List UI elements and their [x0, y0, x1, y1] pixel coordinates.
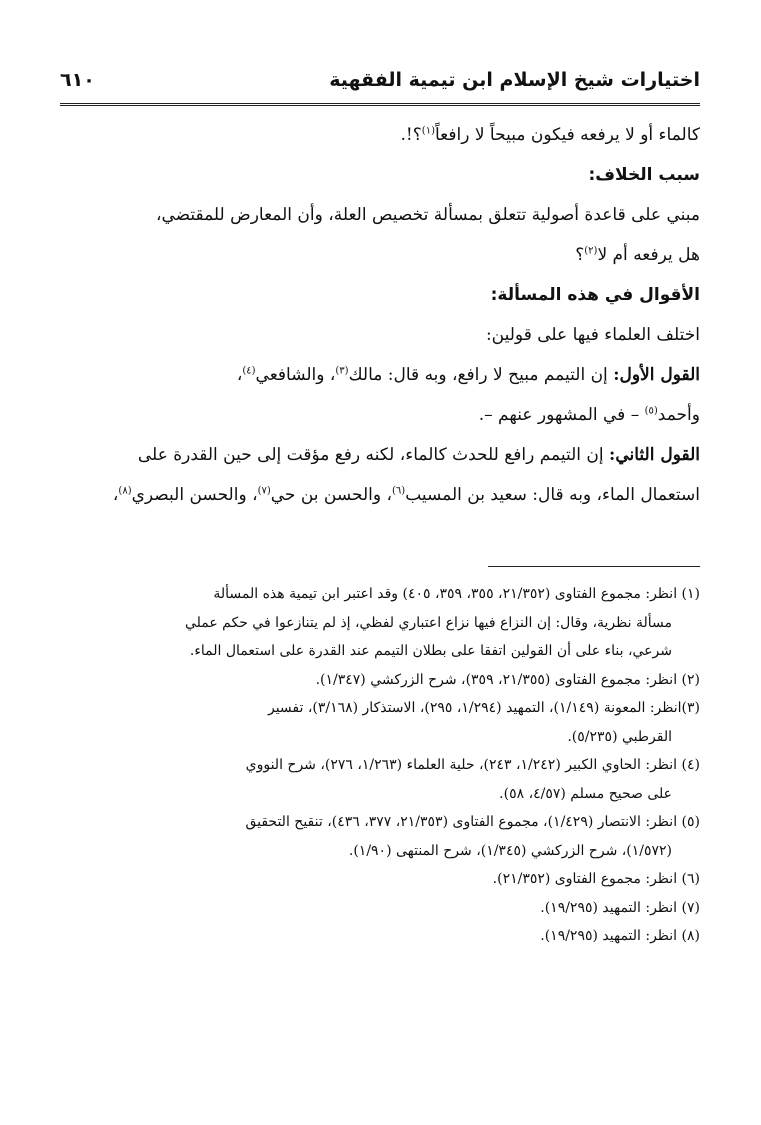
- footnote-5-cont: (١/٥٧٢)، شرح الزركشي (١/٣٤٥)، شرح المنتهى (١/٩٠).: [348, 842, 672, 859]
- section-heading-cause: سبب الخلاف:: [588, 165, 700, 185]
- footnote-ref: (٤): [242, 365, 256, 377]
- page-number: ٦١٠: [60, 69, 95, 91]
- section-heading-opinions: الأقوال في هذه المسألة:: [490, 285, 700, 305]
- footnote-separator: [488, 566, 700, 567]
- footnote-3: (٣)انظر: المعونة (١/١٤٩)، التمهيد (١/٢٩٤، ٢٩٥)، الاستذكار (٣/١٦٨)، تفسير: [267, 700, 700, 716]
- main-text: [65, 115, 700, 515]
- second-opinion: القول الثاني: إن التيمم رافع للحدث كالماء، لكنه رفع مؤقت إلى حين القدرة على: [137, 445, 700, 465]
- header-rule: [60, 103, 700, 106]
- footnote-ref: (٧): [257, 485, 271, 497]
- footnote-ref: (٨): [118, 485, 132, 497]
- text-line: وأحمد$^{(٥)}$ – في المشهور عنهم –.: [478, 405, 700, 425]
- footnote-5: (٥) انظر: الانتصار (١/٤٢٩)، مجموع الفتاوى (٢١/٣٥٣، ٣٧٧، ٤٣٦)، تنقيح التحقيق: [245, 814, 700, 830]
- footnote-1-cont: مسألة نظرية، وقال: إن النزاع فيها نزاع اعتباري لفظي، إذ لم يتنازعوا في حكم عملي: [184, 614, 672, 631]
- footnote-7: (٧) انظر: التمهيد (١٩/٢٩٥).: [540, 899, 700, 916]
- page-header: [60, 60, 700, 100]
- opinion-label: القول الأول:: [613, 365, 700, 385]
- running-title: اختيارات شيخ الإسلام ابن تيمية الفقهية: [329, 69, 700, 91]
- text-line: هل يرفعه أم لا$^{(٢)}$؟: [575, 245, 700, 265]
- text-line: استعمال الماء، وبه قال: سعيد بن المسيب$^{(٦)}$، والحسن بن حي$^{(٧)}$، والحسن البصري$^{(٨)}$،: [112, 485, 700, 505]
- footnote-ref: (٥): [644, 405, 658, 417]
- footnote-1-cont: شرعي، بناء على أن القولين اتفقا على بطلان التيمم عند القدرة على استعمال الماء.: [189, 643, 672, 659]
- text-line: كالماء أو لا يرفعه فيكون مبيحاً لا رافعاً$^{(١)}$؟!.: [400, 125, 700, 145]
- text-line: اختلف العلماء فيها على قولين:: [485, 325, 700, 345]
- footnote-ref: (١): [421, 125, 435, 137]
- footnote-4: (٤) انظر: الحاوي الكبير (١/٢٤٢، ٢٤٣)، حلية العلماء (١/٢٦٣، ٢٧٦)، شرح النووي: [245, 757, 700, 773]
- footnote-6: (٦) انظر: مجموع الفتاوى (٢١/٣٥٢).: [492, 871, 700, 887]
- opinion-label: القول الثاني:: [609, 445, 700, 465]
- footnote-3-cont: القرطبي (٥/٢٣٥).: [567, 728, 672, 745]
- footnote-ref: (٢): [584, 245, 598, 257]
- footnote-2: (٢) انظر: مجموع الفتاوى (٢١/٣٥٥، ٣٥٩)، شرح الزركشي (١/٣٤٧).: [315, 671, 700, 688]
- first-opinion: القول الأول: إن التيمم مبيح لا رافع، وبه قال: مالك$^{(٣)}$، والشافعي$^{(٤)}$،: [236, 365, 700, 385]
- footnote-ref: (٣): [335, 365, 349, 377]
- text-line: مبني على قاعدة أصولية تتعلق بمسألة تخصيص العلة، وأن المعارض للمقتضي،: [155, 205, 700, 225]
- footnotes: [65, 580, 700, 951]
- footnote-4-cont: على صحيح مسلم (٤/٥٧، ٥٨).: [499, 785, 672, 802]
- footnote-1: (١) انظر: مجموع الفتاوى (٢١/٣٥٢، ٣٥٥، ٣٥٩، ٤٠٥) وقد اعتبر ابن تيمية هذه المسألة: [213, 586, 700, 602]
- footnote-8: (٨) انظر: التمهيد (١٩/٢٩٥).: [540, 928, 700, 944]
- footnote-ref: (٦): [392, 485, 406, 497]
